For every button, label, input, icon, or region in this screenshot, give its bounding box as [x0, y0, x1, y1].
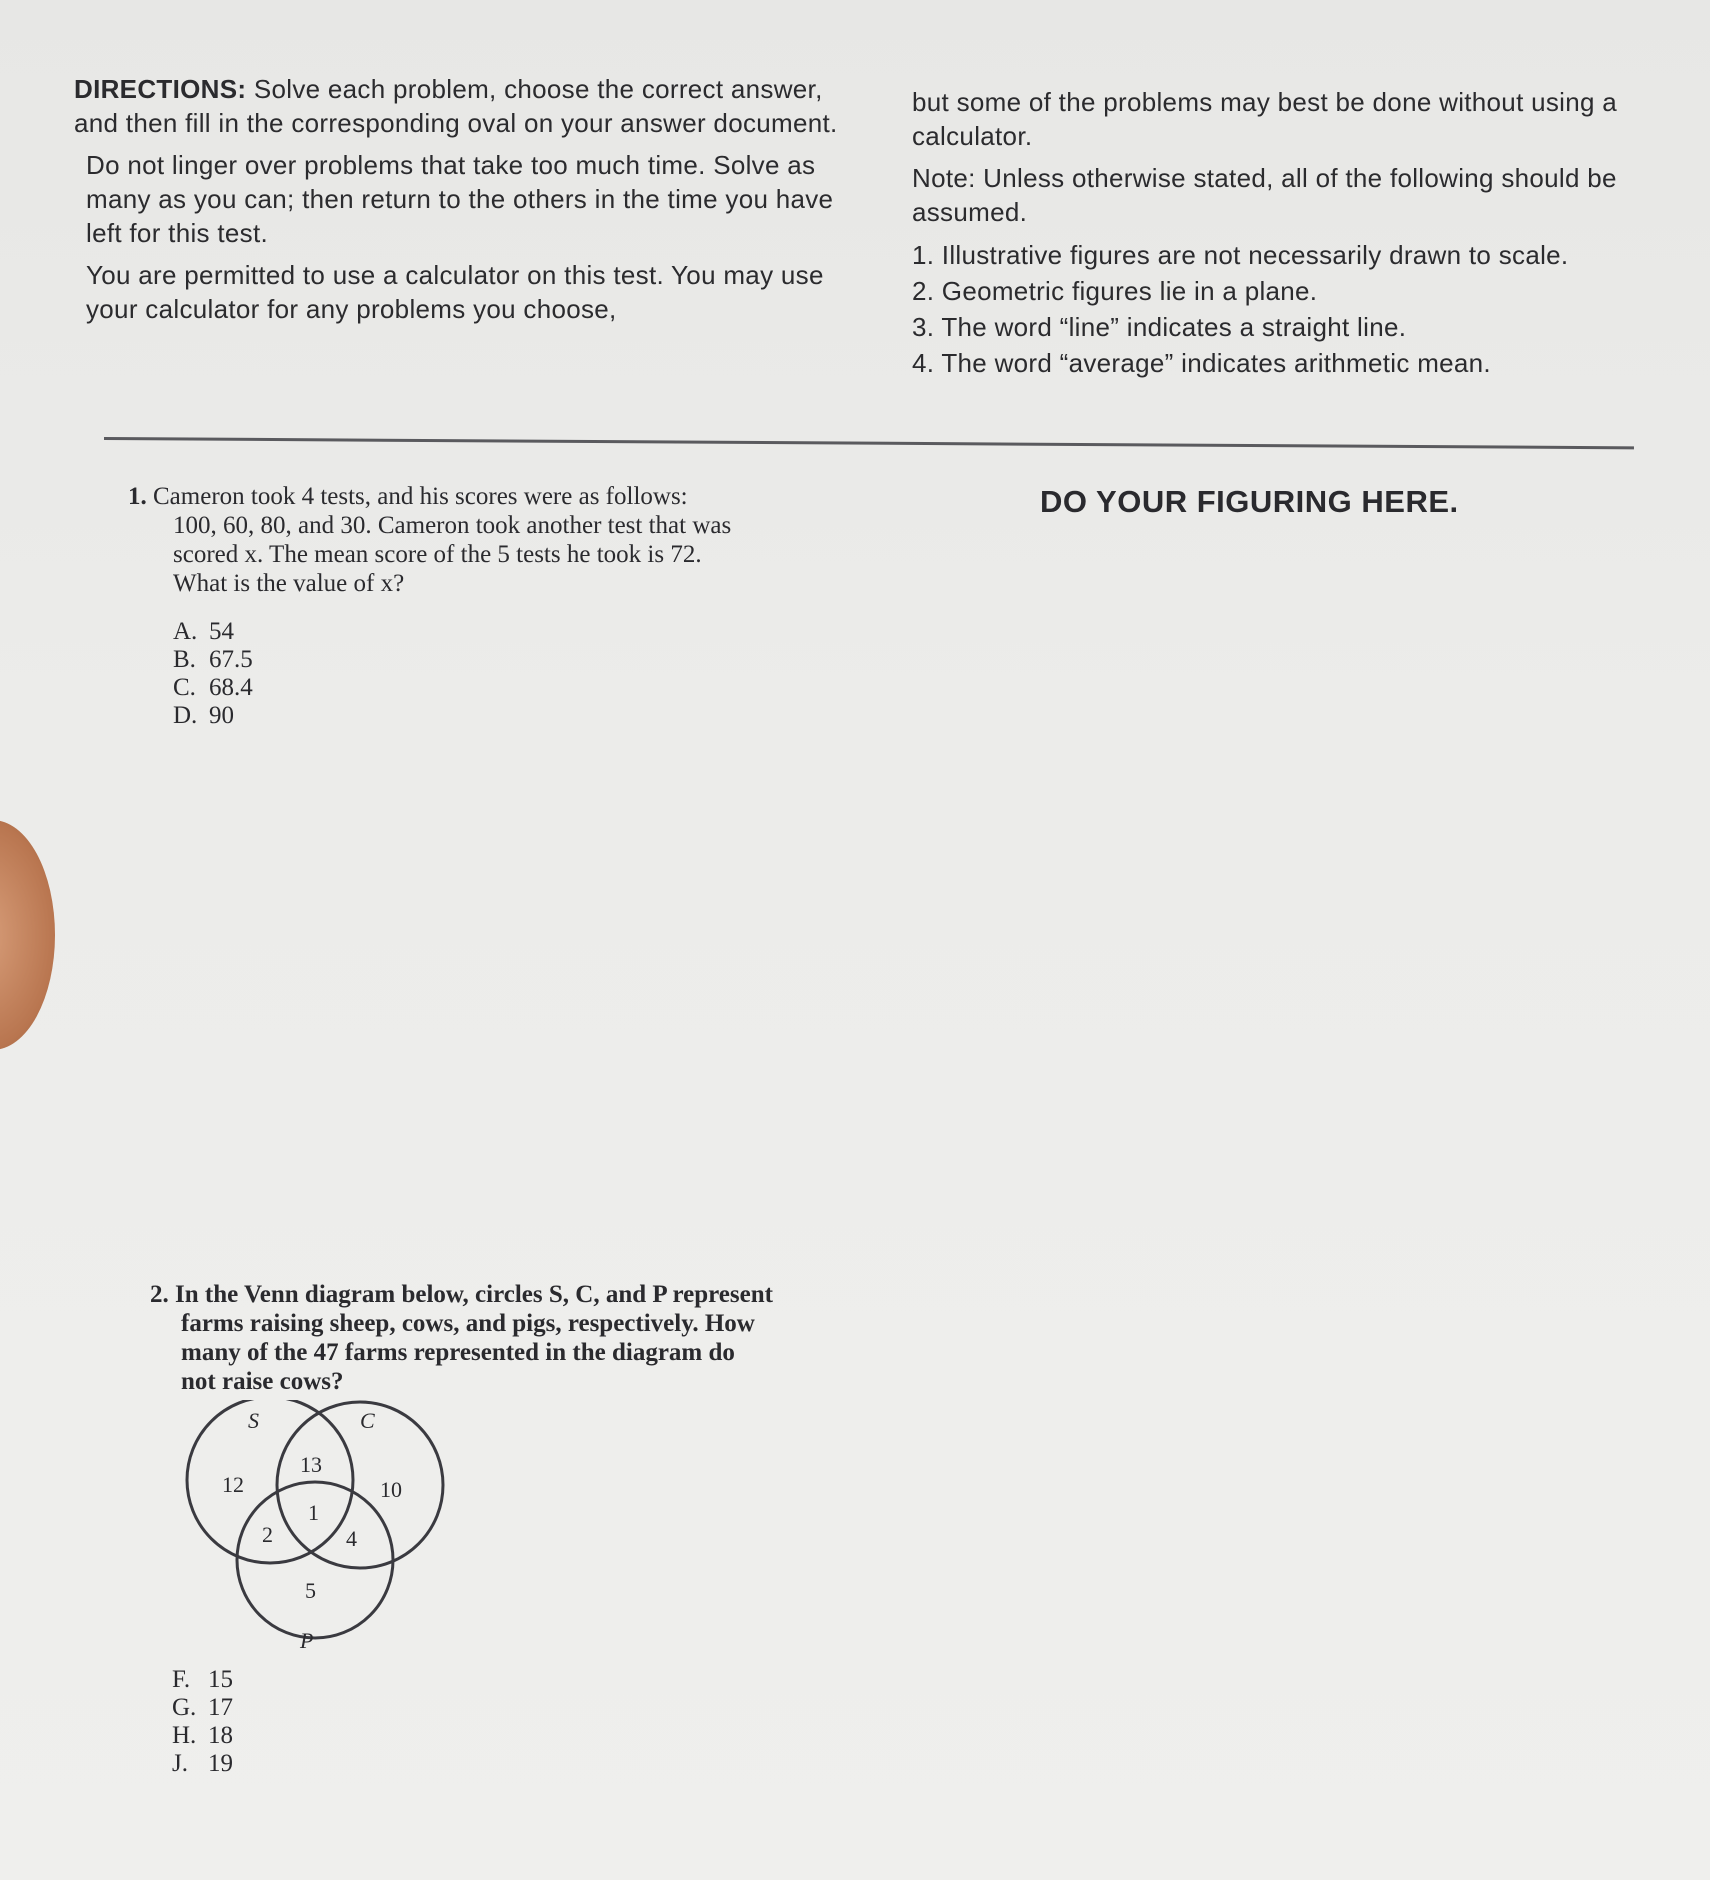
venn-label-p: P — [300, 1628, 314, 1653]
answer-choice — [173, 702, 848, 730]
choice-value: 18 — [208, 1722, 233, 1749]
choice-value: 90 — [209, 702, 234, 729]
answer-choice — [172, 1666, 233, 1694]
answer-choice — [172, 1694, 233, 1722]
question-1-choices — [128, 618, 848, 730]
choice-letter: F. — [172, 1666, 191, 1693]
venn-region-c-and-p: 4 — [346, 1526, 357, 1551]
choice-value: 17 — [208, 1694, 233, 1721]
answer-choice — [172, 1750, 233, 1778]
figuring-area-label: DO YOUR FIGURING HERE. — [1040, 484, 1459, 519]
question-number: 1. — [128, 483, 147, 510]
answer-choice — [172, 1722, 233, 1750]
question-2-choices — [172, 1666, 233, 1778]
directions-intro — [74, 72, 854, 140]
answer-choice — [173, 674, 848, 702]
venn-region-c-only: 10 — [380, 1477, 402, 1502]
question-line — [128, 482, 848, 511]
question-1-stem — [128, 482, 848, 598]
assumption-item: 4. The word “average” indicates arithmetic mean. — [912, 348, 1491, 378]
choice-letter: C. — [173, 674, 196, 701]
question-line — [150, 1280, 850, 1309]
answer-choice — [173, 646, 848, 674]
directions-note: Note: Unless otherwise stated, all of the following should be assumed. — [912, 163, 1617, 227]
choice-value: 67.5 — [209, 646, 253, 673]
venn-region-s-and-p: 2 — [262, 1522, 273, 1547]
choice-value: 68.4 — [209, 674, 253, 701]
choice-value: 19 — [208, 1750, 233, 1777]
question-line: farms raising sheep, cows, and pigs, respectively. How — [181, 1310, 755, 1337]
question-text: Cameron took 4 tests, and his scores were as follows: — [153, 483, 688, 510]
assumption-item: 2. Geometric figures lie in a plane. — [912, 276, 1318, 306]
question-line: What is the value of x? — [173, 570, 405, 597]
directions-p2: Do not linger over problems that take too much time. Solve as many as you can; then return to the others in the time you have left for this test. — [86, 150, 834, 248]
choice-value: 54 — [209, 618, 234, 645]
answer-choice — [173, 618, 848, 646]
directions-right-column — [912, 85, 1672, 381]
question-line: not raise cows? — [181, 1368, 344, 1395]
venn-region-s-only: 12 — [222, 1472, 244, 1497]
venn-region-s-and-c: 13 — [300, 1452, 322, 1477]
venn-region-all-three: 1 — [308, 1500, 319, 1525]
directions-heading: DIRECTIONS: — [74, 74, 247, 104]
venn-diagram — [170, 1400, 460, 1670]
choice-letter: A. — [173, 618, 198, 645]
question-text: In the Venn diagram below, circles S, C, and P represent — [175, 1281, 773, 1308]
venn-label-s: S — [248, 1408, 259, 1433]
question-line: scored x. The mean score of the 5 tests he took is 72. — [173, 541, 702, 568]
venn-label-c: C — [360, 1408, 375, 1433]
venn-region-p-only: 5 — [305, 1578, 316, 1603]
choice-letter: H. — [172, 1722, 197, 1749]
choice-letter: G. — [172, 1694, 197, 1721]
choice-letter: B. — [173, 646, 196, 673]
directions-p3-continued: but some of the problems may best be done without using a calculator. — [912, 87, 1618, 151]
question-number: 2. — [150, 1281, 169, 1308]
question-2 — [150, 1280, 850, 1396]
question-line: 100, 60, 80, and 30. Cameron took another test that was — [173, 512, 732, 539]
finger-photo-edge — [0, 820, 55, 1050]
question-line: many of the 47 farms represented in the diagram do — [181, 1339, 735, 1366]
assumption-item: 1. Illustrative figures are not necessarily drawn to scale. — [912, 240, 1569, 270]
section-divider — [104, 437, 1634, 449]
choice-letter: J. — [172, 1750, 188, 1777]
directions-p3: You are permitted to use a calculator on this test. You may use your calculator for any problems you choose, — [86, 260, 824, 324]
directions-p1: Solve each problem, choose the correct answer, and then fill in the corresponding oval on your answer document. — [74, 74, 838, 138]
choice-value: 15 — [208, 1666, 233, 1693]
directions-left-column — [74, 72, 854, 334]
assumption-item: 3. The word “line” indicates a straight line. — [912, 312, 1407, 342]
assumption-list — [912, 237, 1672, 381]
question-1 — [128, 482, 848, 730]
choice-letter: D. — [173, 702, 198, 729]
